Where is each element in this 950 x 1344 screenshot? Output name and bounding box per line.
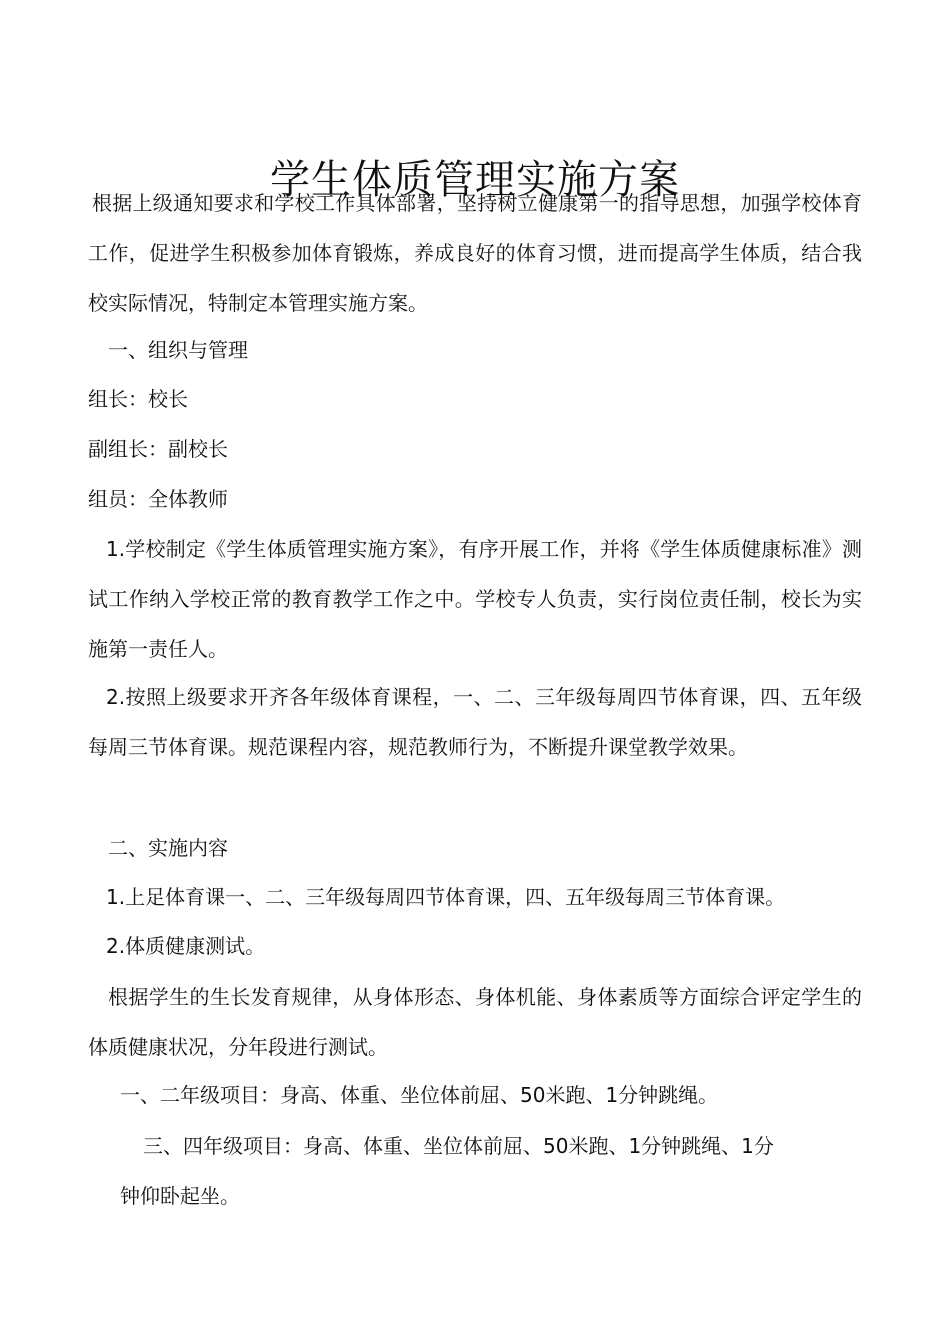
document-title: 学生体质管理实施方案 — [270, 156, 680, 203]
content-item-1: 1.上足体育课一、二、三年级每周四节体育课，四、五年级每周三节体育课。 — [106, 885, 786, 909]
organization-item-1: 1.学校制定《学生体质管理实施方案》，有序开展工作，并将《学生体质健康标准》测试工作纳入学校正常的教育教学工作之中。学校专人负责，实行岗位责任制，校长为实施第一责任人。 — [88, 537, 862, 661]
intro-paragraph: 根据上级通知要求和学校工作具体部署，坚持树立健康第一的指导思想，加强学校体育工作，促进学生积极参加体育锻炼，养成良好的体育习惯，进而提高学生体质，结合我校实际情况，特制定本管理实施方案。 — [88, 191, 862, 315]
members-line: 组员：全体教师 — [88, 487, 228, 511]
deputy-leader-line: 副组长：副校长 — [88, 437, 228, 461]
section-heading-organization: 一、组织与管理 — [108, 338, 248, 362]
grade-1-2-test-items: 一、二年级项目：身高、体重、坐位体前屈、50米跑、1分钟跳绳。 — [120, 1083, 719, 1107]
section-heading-content: 二、实施内容 — [108, 836, 228, 860]
grade-3-4-test-items: 三、四年级项目：身高、体重、坐位体前屈、50米跑、1分钟跳绳、1分 — [143, 1134, 774, 1158]
grade-3-4-test-items-continued: 钟仰卧起坐。 — [120, 1184, 240, 1208]
organization-item-2: 2.按照上级要求开齐各年级体育课程，一、二、三年级每周四节体育课，四、五年级每周三节体育课。规范课程内容，规范教师行为，不断提升课堂教学效果。 — [88, 685, 862, 759]
leader-line: 组长：校长 — [88, 387, 188, 411]
content-item-2: 2.体质健康测试。 — [106, 934, 266, 958]
test-intro-paragraph: 根据学生的生长发育规律，从身体形态、身体机能、身体素质等方面综合评定学生的体质健康状况，分年段进行测试。 — [88, 985, 862, 1059]
